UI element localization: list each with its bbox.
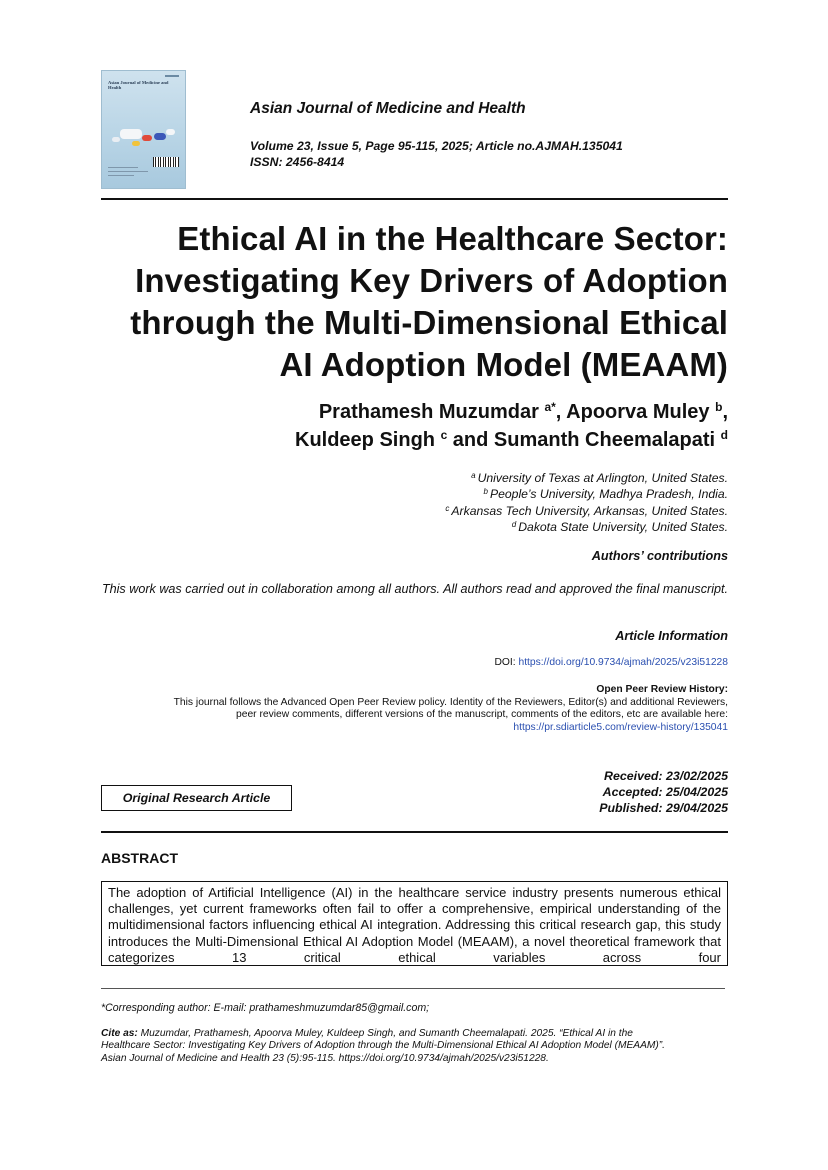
author-name: Sumanth Cheemalapati	[493, 429, 716, 451]
affiliation-item: $^c$ Arkansas Tech University, Arkansas, United States.	[445, 503, 728, 518]
peer-review-line: peer review comments, different versions of the manuscript, comments of the editors, etc are available here:	[235, 709, 728, 721]
header-rule	[101, 198, 728, 200]
doi-line	[494, 657, 728, 668]
author-affiliation-mark: c	[440, 428, 448, 442]
author-list	[108, 398, 728, 454]
corresponding-author-note: *Corresponding author: E-mail: prathameshmuzumdar85@gmail.com;	[101, 1002, 430, 1014]
article-dates	[599, 768, 728, 817]
article-type-badge: Original Research Article	[101, 785, 292, 811]
citation-line: Healthcare Sector: Investigating Key Drivers of Adoption through the Multi-Dimensional Ethical AI Adoption Model (MEAAM)”.	[101, 1040, 665, 1052]
title-line: Ethical AI in the Healthcare Sector:	[177, 220, 728, 257]
author-affiliation-mark: a*	[544, 400, 556, 414]
journal-cover-thumbnail	[101, 70, 186, 189]
contributions-text: This work was carried out in collaboration among all authors. All authors read and approved the final manuscript.	[101, 582, 728, 596]
affiliation-item: $^b$ People’s University, Madhya Pradesh, India.	[483, 487, 728, 502]
citation-line: Asian Journal of Medicine and Health 23 (5):95-115. https://doi.org/10.9734/ajmah/2025/v23i51228.	[101, 1052, 549, 1064]
author-separator: ,	[722, 401, 728, 423]
cover-pill-image	[120, 129, 142, 139]
accepted-date: Accepted: 25/04/2025	[602, 785, 728, 800]
author-name: Prathamesh Muzumdar	[318, 401, 539, 423]
affiliation-mark: a	[471, 471, 476, 480]
author-affiliation-mark: d	[720, 428, 728, 442]
citation-line: Cite as: Muzumdar, Prathamesh, Apoorva Muley, Kuldeep Singh, and Sumanth Cheemalapati. 2025. “Ethical AI in the	[101, 1028, 633, 1039]
cover-pill-image	[132, 141, 140, 146]
section-rule	[101, 831, 728, 833]
author-affiliation-mark: b	[715, 400, 723, 414]
doi-label: DOI:	[494, 657, 519, 668]
title-line: through the Multi-Dimensional Ethical	[130, 304, 728, 341]
affiliation-mark: d	[511, 519, 517, 529]
author-name: Apoorva Muley	[566, 401, 710, 423]
peer-review-text	[88, 697, 728, 734]
cover-title: Asian Journal of Medicine and Health	[108, 80, 169, 91]
article-info-heading: Article Information	[615, 629, 728, 643]
cover-barcode	[153, 157, 179, 167]
abstract-box	[101, 881, 728, 966]
affiliation-list	[108, 470, 728, 535]
peer-review-line: This journal follows the Advanced Open Peer Review policy. Identity of the Reviewers, Editor(s) and additional Reviewers,	[173, 697, 728, 708]
contributions-heading: Authors’ contributions	[591, 549, 728, 563]
author-name: Kuldeep Singh	[295, 429, 435, 451]
cover-pill-image	[166, 129, 175, 135]
abstract-text: The adoption of Artificial Intelligence (AI) in the healthcare service industry presents numerous ethical challenges, yet current frameworks often fail to offer a comprehensive, empirical understanding of the multidimensional factors influencing ethical AI integration. Addressing this critical research gap, this study introduces the Multi-Dimensional Ethical AI Adoption Model (MEAAM), a novel theoretical framework that categorizes 13 critical ethical variables across four	[108, 885, 721, 965]
title-line: Investigating Key Drivers of Adoption	[135, 262, 728, 299]
author-separator: and	[447, 429, 494, 451]
author-separator: ,	[555, 401, 567, 423]
journal-volume-line: Volume 23, Issue 5, Page 95-115, 2025; Article no.AJMAH.135041	[250, 139, 623, 153]
doi-link[interactable]: https://doi.org/10.9734/ajmah/2025/v23i51228	[518, 657, 728, 668]
cover-pill-image	[112, 137, 120, 142]
cover-top-mark	[165, 75, 179, 77]
journal-issn-line: ISSN: 2456-8414	[250, 155, 345, 169]
cover-text-line	[108, 175, 134, 176]
received-date: Received: 23/02/2025	[604, 769, 728, 783]
published-date: Published: 29/04/2025	[599, 801, 728, 816]
abstract-heading: ABSTRACT	[101, 850, 178, 866]
peer-review-link[interactable]: https://pr.sdiarticle5.com/review-history/135041	[513, 721, 728, 733]
affiliation-mark: b	[483, 487, 488, 497]
footnote-rule	[101, 988, 725, 989]
cover-text-line	[108, 167, 138, 168]
citation-block	[101, 1028, 731, 1065]
citation-label: Cite as:	[101, 1028, 138, 1039]
cover-pill-image	[142, 135, 152, 141]
affiliation-item: $^d$ Dakota State University, United States.	[511, 519, 728, 534]
title-line: AI Adoption Model (MEAAM)	[279, 346, 728, 383]
cover-text-line	[108, 171, 148, 172]
journal-name: Asian Journal of Medicine and Health	[250, 100, 526, 117]
paper-title	[108, 218, 728, 386]
affiliation-mark: c	[445, 503, 450, 513]
peer-review-heading: Open Peer Review History:	[596, 684, 728, 695]
affiliation-item: $^a$ University of Texas at Arlington, United States.	[471, 471, 728, 485]
cover-pill-image	[154, 133, 166, 140]
